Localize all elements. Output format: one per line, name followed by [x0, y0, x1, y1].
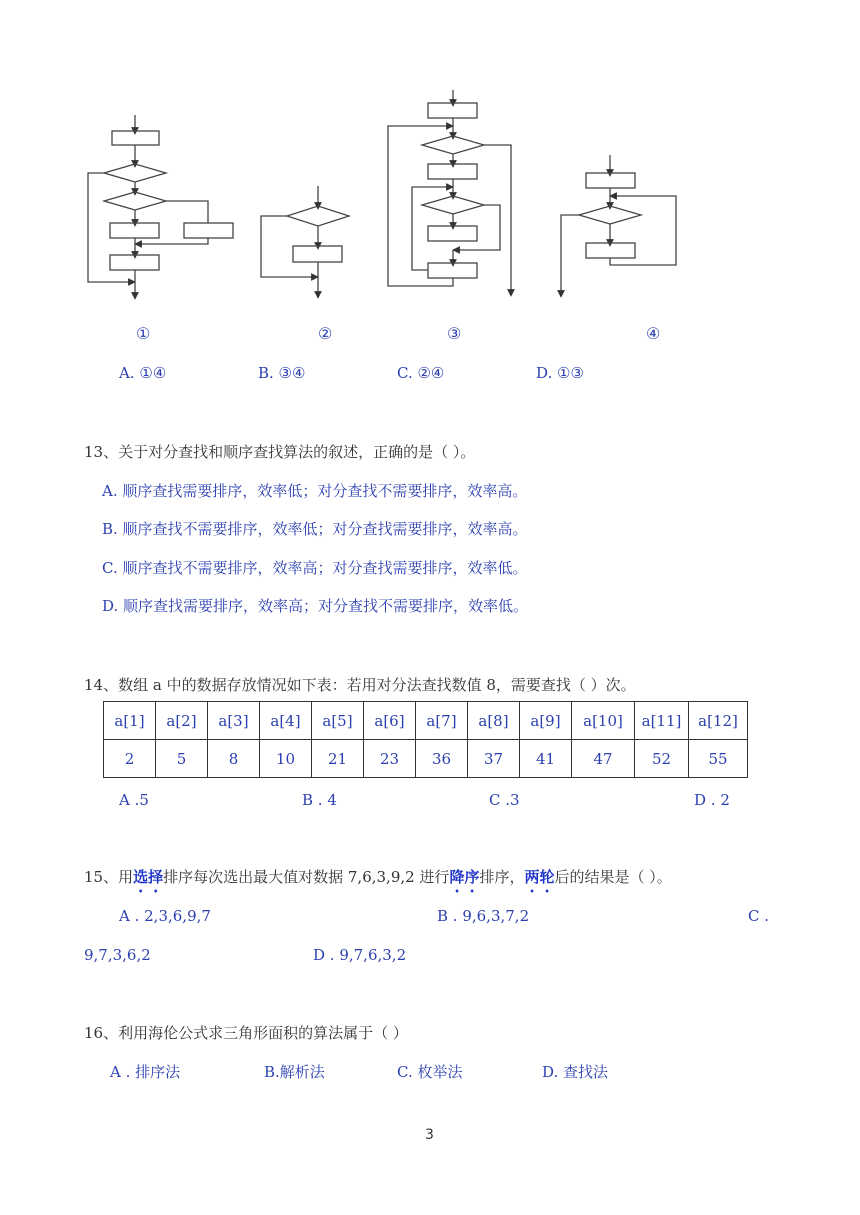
q14-option-d[interactable]: D . 2 — [694, 791, 730, 809]
flowchart-4 — [561, 155, 676, 294]
q13-option-d[interactable]: D. 顺序查找需要排序，效率高；对分查找不需要排序，效率低。 — [102, 597, 529, 615]
table-value-cell: 2 — [104, 740, 156, 778]
q16-stem: 16、利用海伦公式求三角形面积的算法属于（ ） — [84, 1024, 408, 1042]
q16-option-b[interactable]: B.解析法 — [264, 1063, 325, 1081]
q13-option-b[interactable]: B. 顺序查找不需要排序，效率低；对分查找需要排序，效率高。 — [102, 520, 528, 538]
table-value-cell: 10 — [260, 740, 312, 778]
table-value-cell: 41 — [520, 740, 572, 778]
q15-stem-part: 后的结果是（ ）。 — [554, 868, 672, 886]
q15-emphasis-selection: 选择 — [133, 868, 164, 886]
table-header-cell: a[11] — [635, 702, 689, 740]
table-value-cell: 8 — [208, 740, 260, 778]
q15-stem-part: 15、用 — [84, 868, 134, 886]
table-header-cell: a[3] — [208, 702, 260, 740]
table-header-cell: a[10] — [572, 702, 635, 740]
flowchart-label-2: ② — [318, 324, 333, 343]
page-number: 3 — [425, 1127, 434, 1143]
table-value-cell: 5 — [156, 740, 208, 778]
array-table — [103, 701, 748, 778]
flowchart-2 — [261, 186, 349, 295]
q15-emphasis-two-rounds: 两轮 — [524, 868, 555, 886]
flowchart-label-3: ③ — [447, 324, 462, 343]
flowchart-label-1: ① — [136, 324, 151, 343]
q15-stem — [84, 866, 672, 896]
table-header-row — [104, 702, 748, 740]
q14-option-a[interactable]: A .5 — [119, 791, 149, 809]
table-value-cell: 21 — [312, 740, 364, 778]
q15-option-a[interactable]: A . 2,3,6,9,7 — [119, 907, 211, 925]
q12-option-c[interactable]: C. ②④ — [397, 364, 445, 382]
table-header-cell: a[8] — [468, 702, 520, 740]
q15-stem-part: 排序每次选出最大值对数据 7,6,3,9,2 进行 — [163, 868, 450, 886]
table-value-cell: 23 — [364, 740, 416, 778]
flowchart-label-4: ④ — [646, 324, 661, 343]
table-header-cell: a[4] — [260, 702, 312, 740]
q13-stem: 13、关于对分查找和顺序查找算法的叙述，正确的是（ ）。 — [84, 443, 476, 461]
q12-option-b[interactable]: B. ③④ — [258, 364, 306, 382]
q15-option-b[interactable]: B . 9,6,3,7,2 — [437, 907, 530, 925]
table-header-cell: a[5] — [312, 702, 364, 740]
q13-option-a[interactable]: A. 顺序查找需要排序，效率低；对分查找不需要排序，效率高。 — [102, 482, 528, 500]
q16-option-c[interactable]: C. 枚举法 — [397, 1063, 463, 1081]
q15-option-c-value[interactable]: 9,7,3,6,2 — [84, 946, 151, 964]
flowchart-figure — [0, 0, 860, 320]
q15-option-d[interactable]: D . 9,7,6,3,2 — [313, 946, 407, 964]
q15-emphasis-descending: 降序 — [449, 868, 480, 886]
q15-option-c-label[interactable]: C . — [748, 907, 770, 925]
q15-stem-part: 排序， — [479, 868, 525, 886]
table-value-cell: 47 — [572, 740, 635, 778]
q13-option-c[interactable]: C. 顺序查找不需要排序，效率高；对分查找需要排序，效率低。 — [102, 559, 528, 577]
table-header-cell: a[1] — [104, 702, 156, 740]
flowchart-1 — [88, 115, 233, 296]
q14-option-c[interactable]: C .3 — [489, 791, 520, 809]
table-header-cell: a[12] — [689, 702, 748, 740]
table-header-cell: a[7] — [416, 702, 468, 740]
flowchart-3 — [388, 90, 511, 293]
table-value-cell: 55 — [689, 740, 748, 778]
q14-stem: 14、数组 a 中的数据存放情况如下表：若用对分法查找数值 8，需要查找（ ）次。 — [84, 676, 636, 694]
q14-option-b[interactable]: B . 4 — [302, 791, 337, 809]
q16-option-a[interactable]: A . 排序法 — [110, 1063, 181, 1081]
table-value-cell: 52 — [635, 740, 689, 778]
table-header-cell: a[9] — [520, 702, 572, 740]
table-header-cell: a[6] — [364, 702, 416, 740]
table-value-cell: 36 — [416, 740, 468, 778]
table-header-cell: a[2] — [156, 702, 208, 740]
table-value-cell: 37 — [468, 740, 520, 778]
q12-option-d[interactable]: D. ①③ — [536, 364, 584, 382]
table-value-row — [104, 740, 748, 778]
q16-option-d[interactable]: D. 查找法 — [542, 1063, 609, 1081]
q12-option-a[interactable]: A. ①④ — [119, 364, 167, 382]
